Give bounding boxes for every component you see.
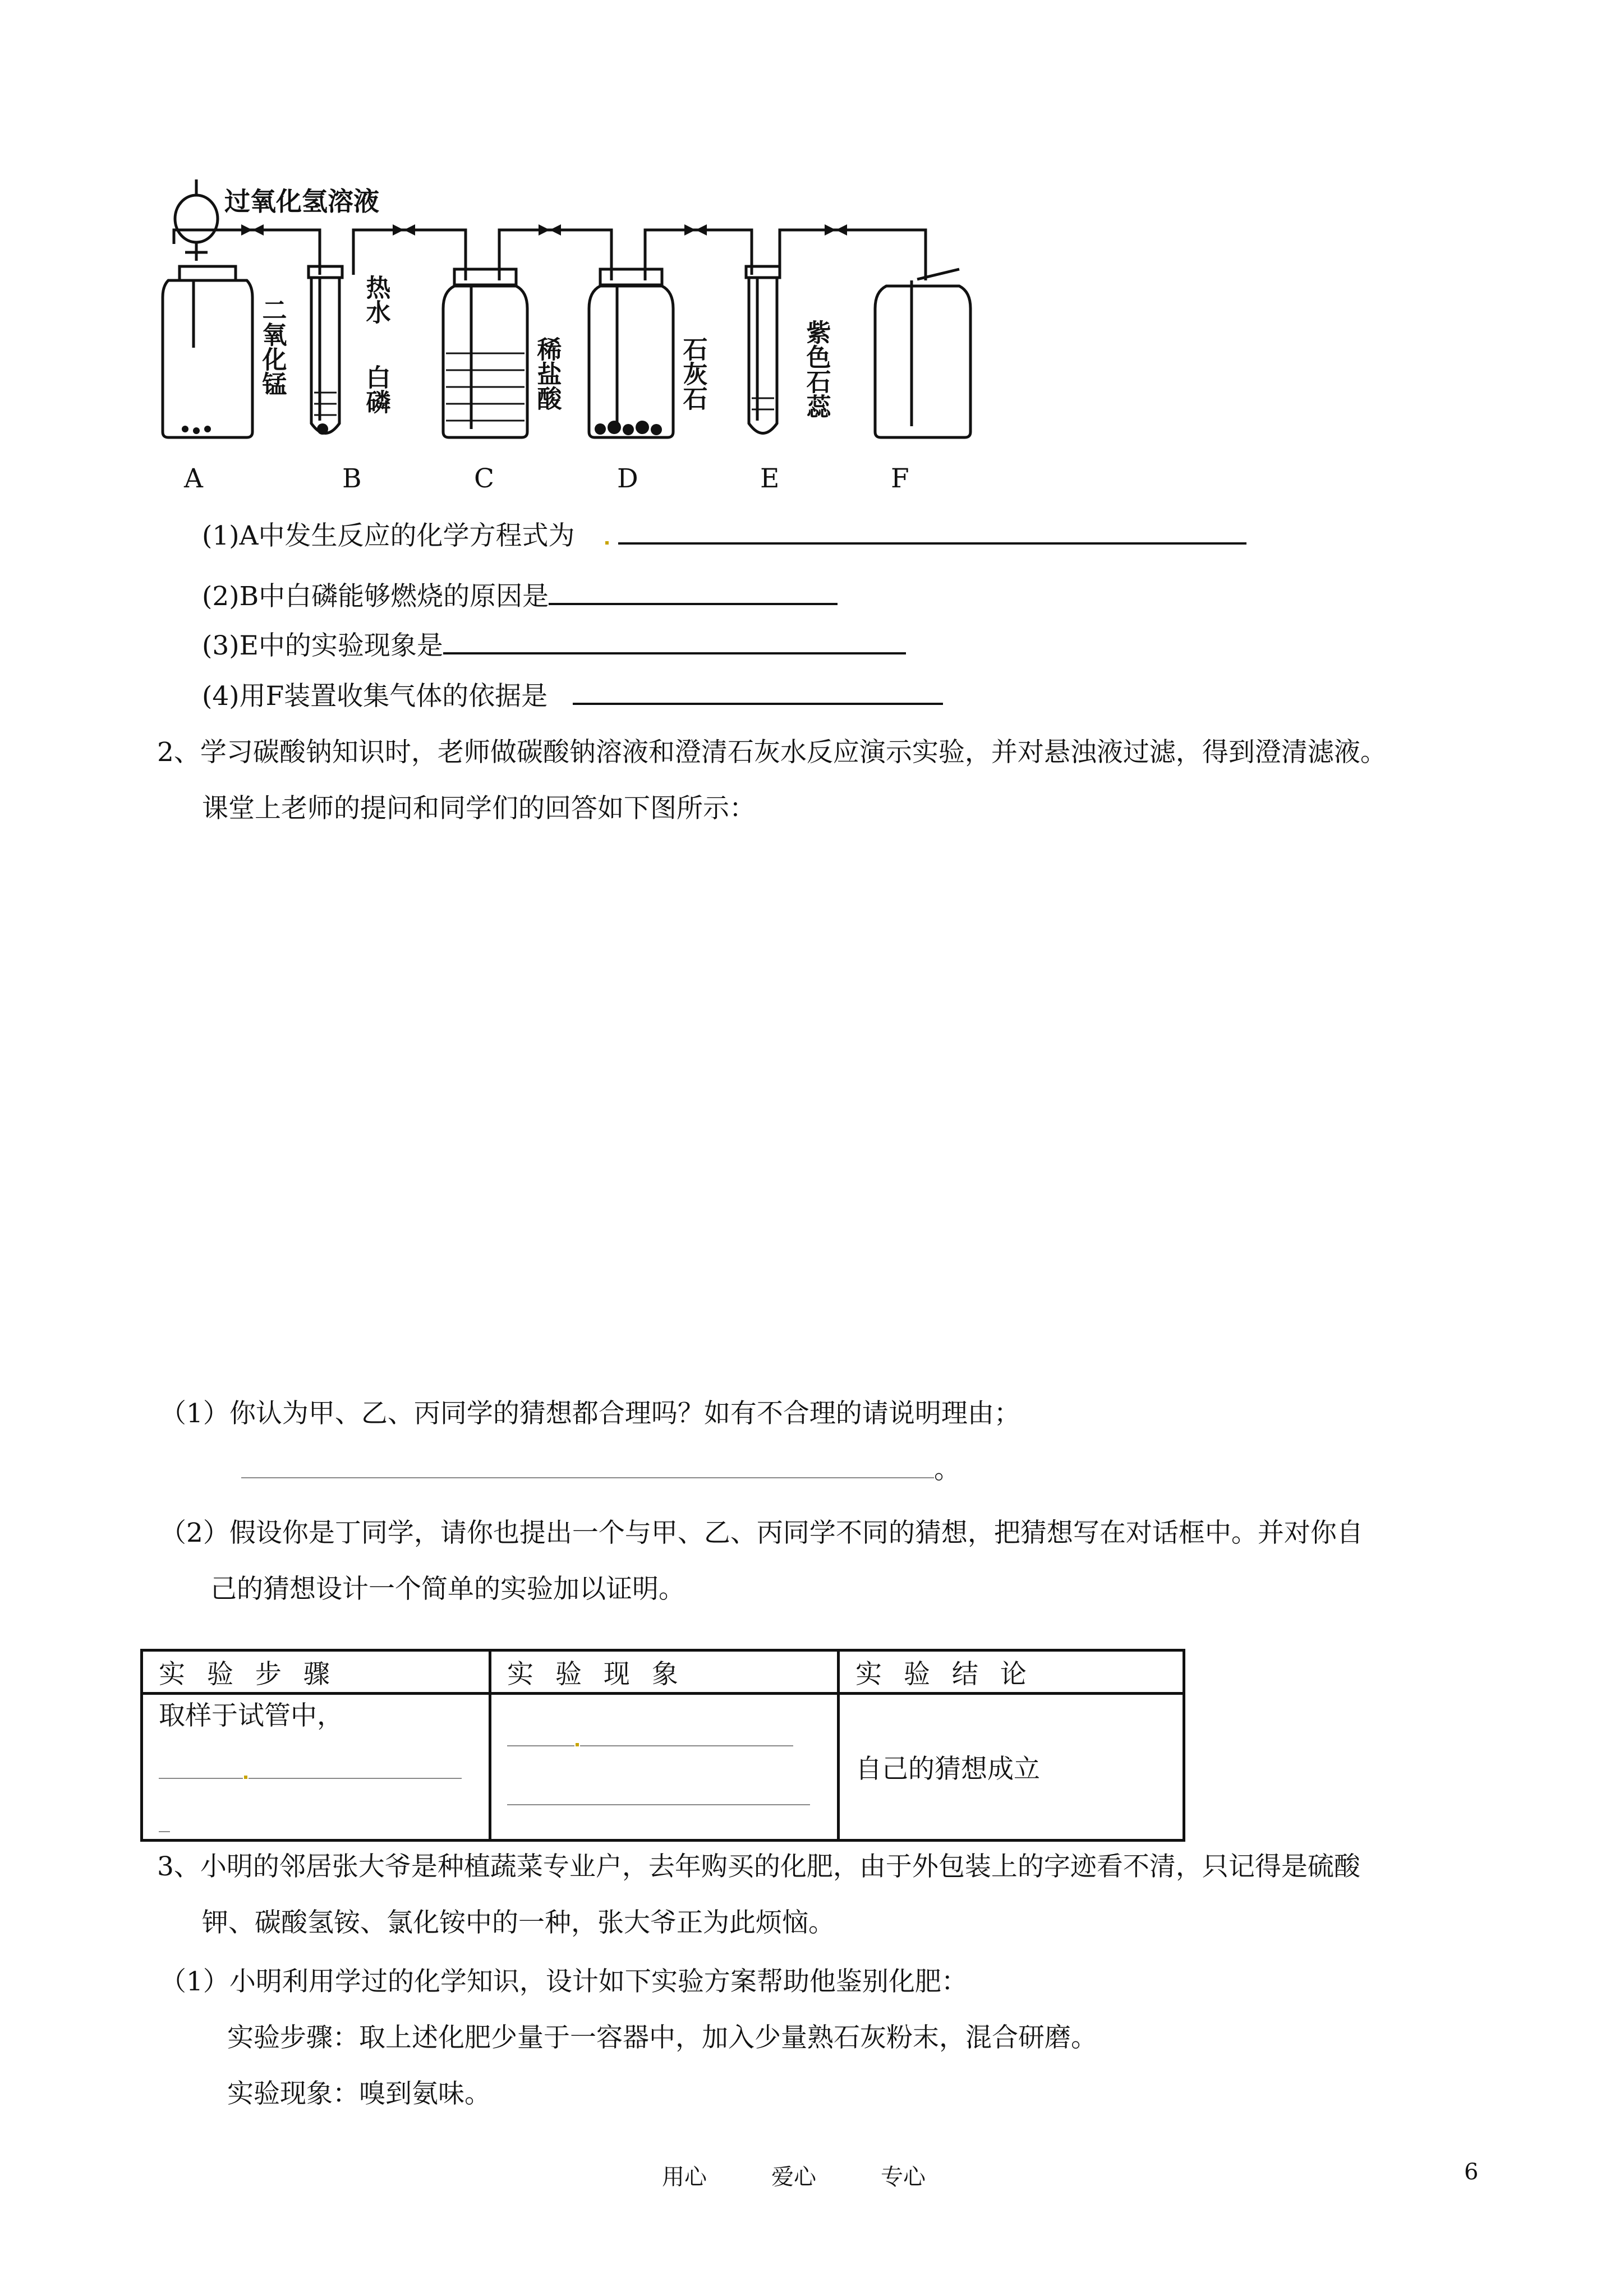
apparatus-figure	[151, 168, 982, 449]
table-header-steps: 实 验 步 骤	[142, 1650, 490, 1694]
q3-line-2: 钾、碳酸氢铵、氯化铵中的一种，张大爷正为此烦恼。	[202, 1907, 835, 1938]
mark-dot	[244, 1776, 247, 1779]
table-cell-steps	[142, 1694, 490, 1841]
q3-step: 实验步骤：取上述化肥少量于一容器中，加入少量熟石灰粉末，混合研磨。	[227, 2022, 1097, 2053]
figure-label-h2o2: 过氧化氢溶液	[224, 186, 379, 216]
figure-letter-a: A	[184, 463, 203, 494]
answer-blank-11[interactable]	[507, 1804, 810, 1805]
footer-word-3: 专心	[881, 2164, 926, 2190]
figure-letter-f: F	[891, 463, 909, 494]
q1-item-4	[202, 681, 943, 712]
q1-item-1	[202, 520, 1246, 551]
table-header-conclusion: 实 验 结 论	[839, 1650, 1184, 1694]
table-step-text: 取样于试管中，	[159, 1700, 343, 1731]
table-cell-conclusion: 自己的猜想成立	[839, 1694, 1184, 1841]
q1-item-2	[202, 583, 838, 610]
q3-line-1: 3、小明的邻居张大爷是种植蔬菜专业户，去年购买的化肥，由于外包装上的字迹看不清，只记得是硫酸	[157, 1851, 1360, 1882]
figure-letter-c: C	[474, 463, 494, 494]
figure-label-white-phosphorus: 白磷	[361, 365, 390, 414]
answer-blank-3[interactable]	[443, 652, 906, 654]
q2-sub-2-line-1: （2）假设你是丁同学，请你也提出一个与甲、乙、丙同学不同的猜想，把猜想写在对话框中。并对你自	[160, 1518, 1363, 1548]
answer-blank-5[interactable]	[241, 1477, 934, 1478]
q1-item-3-text: (3)E中的实验现象是	[202, 630, 443, 661]
footer-word-2: 爱心	[771, 2164, 816, 2190]
answer-blank-9[interactable]	[507, 1745, 574, 1746]
answer-blank-7[interactable]	[249, 1777, 462, 1779]
answer-blank-10[interactable]	[580, 1745, 793, 1746]
q1-item-1-text: (1)A中发生反应的化学方程式为	[202, 520, 575, 551]
answer-blank-8[interactable]	[159, 1831, 170, 1832]
q1-item-4-text: (4)用F装置收集气体的依据是	[202, 681, 548, 712]
figure-letter-e: E	[760, 463, 780, 494]
figure-label-dilute-hcl: 稀盐酸	[532, 336, 562, 411]
q1-item-2-text: (2)B中白磷能够燃烧的原因是	[202, 581, 549, 612]
figure-label-hot-water: 热水	[361, 275, 390, 324]
q3-phenomenon: 实验现象：嗅到氨味。	[227, 2078, 491, 2109]
mark-dot	[605, 541, 609, 545]
q2-line-2: 课堂上老师的提问和同学们的回答如下图所示：	[202, 793, 756, 824]
figure-letter-d: D	[617, 463, 638, 494]
q2-line-1: 2、学习碳酸钠知识时，老师做碳酸钠溶液和澄清石灰水反应演示实验，并对悬浊液过滤，得到澄清滤液。	[157, 737, 1387, 768]
table-cell-phenomenon	[490, 1694, 839, 1841]
q2-sub-2-line-2: 己的猜想设计一个简单的实验加以证明。	[210, 1574, 685, 1605]
q2-sub-1-end: 。	[934, 1454, 960, 1485]
figure-label-limestone: 石灰石	[678, 336, 707, 411]
experiment-table	[140, 1649, 1185, 1842]
answer-blank-4[interactable]	[573, 702, 943, 705]
q1-item-3	[202, 630, 906, 661]
q3-sub-1: （1）小明利用学过的化学知识，设计如下实验方案帮助他鉴别化肥：	[160, 1966, 968, 1997]
figure-label-litmus: 紫色石蕊	[802, 320, 831, 418]
page-number: 6	[1464, 2159, 1479, 2185]
footer-word-1: 用心	[662, 2164, 707, 2190]
mark-dot	[576, 1743, 579, 1746]
answer-blank-1[interactable]	[618, 542, 1246, 545]
q2-sub-1-answer	[241, 1456, 960, 1483]
answer-blank-6[interactable]	[159, 1777, 243, 1779]
table-header-phenomenon: 实 验 现 象	[490, 1650, 839, 1694]
q2-sub-1: （1）你认为甲、乙、丙同学的猜想都合理吗？如有不合理的请说明理由；	[160, 1398, 1020, 1429]
answer-blank-2[interactable]	[549, 602, 838, 605]
figure-label-mno2: 二氧化锰	[257, 297, 287, 396]
figure-letter-b: B	[342, 463, 362, 494]
